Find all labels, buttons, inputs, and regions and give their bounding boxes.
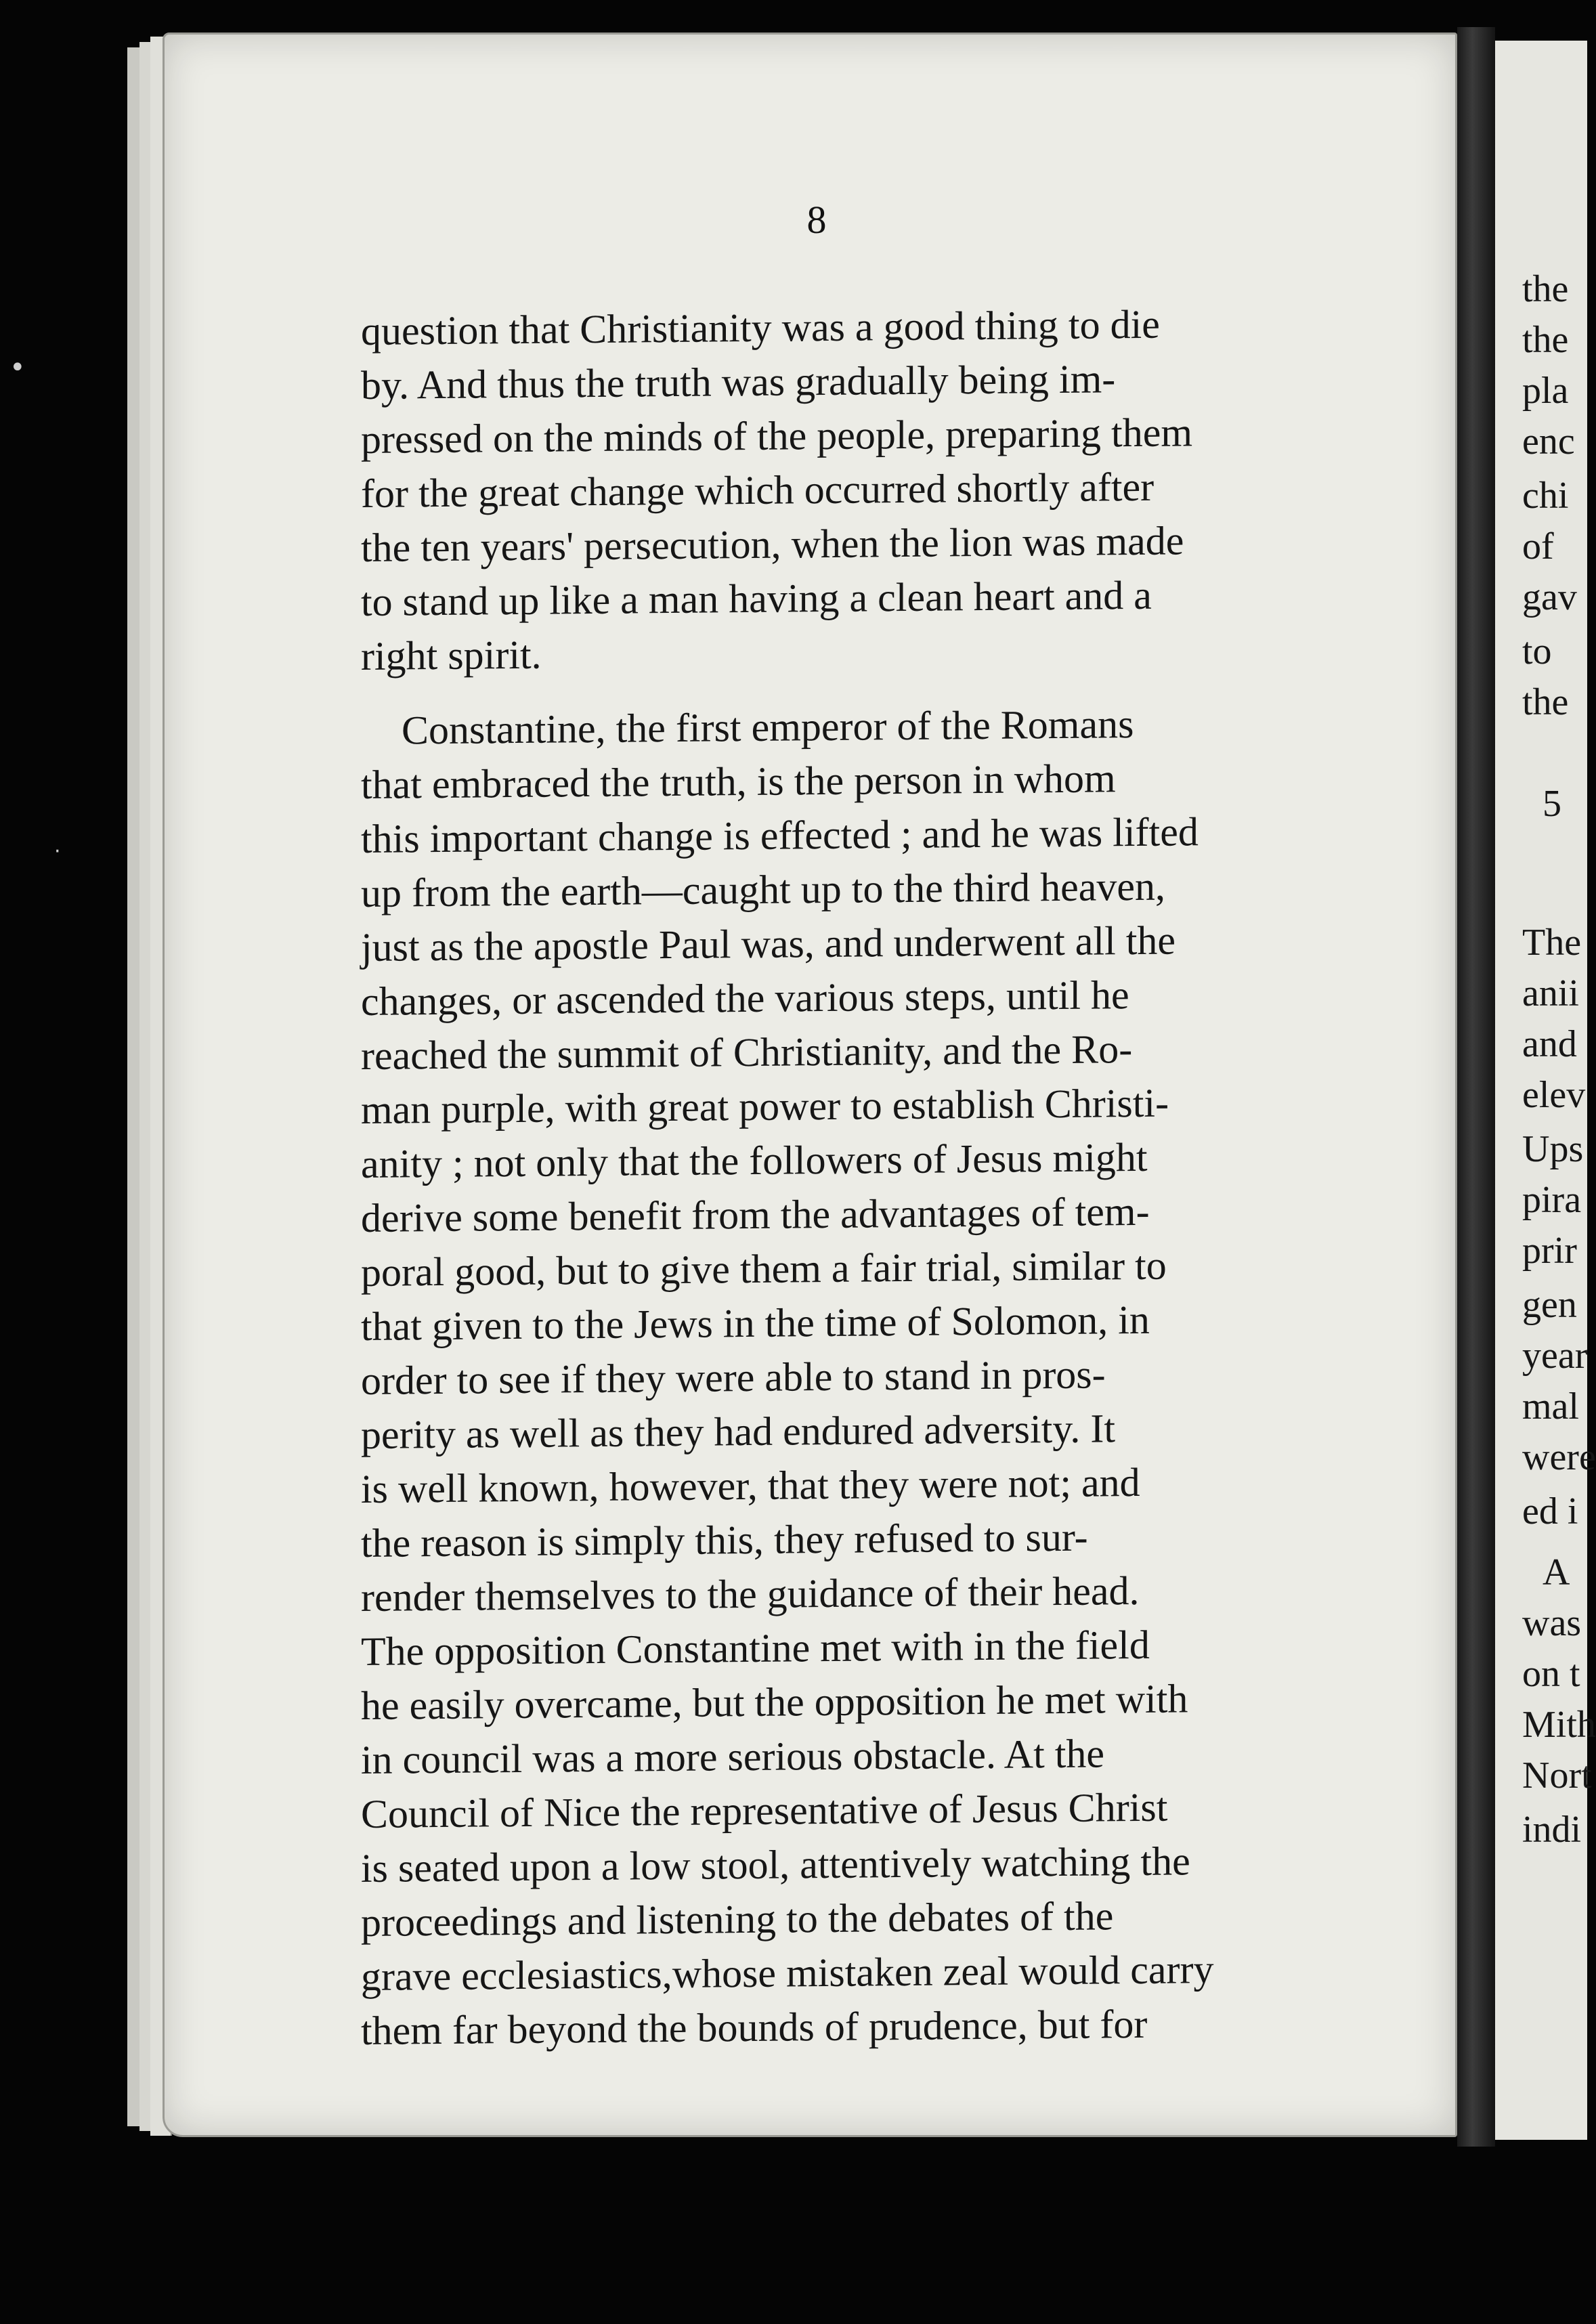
- facing-page-word-fragment: 5: [1543, 783, 1561, 825]
- body-text: [361, 294, 1526, 2058]
- facing-page-word-fragment: Mith: [1522, 1704, 1596, 1746]
- text-line: grave ecclesiastics,whose mistaken zeal would carry: [361, 1947, 1214, 1999]
- text-line: man purple, with great power to establish Christi-: [361, 1080, 1169, 1132]
- facing-page-word-fragment: the: [1522, 268, 1569, 310]
- facing-page-word-fragment: mal: [1522, 1385, 1579, 1427]
- facing-page-word-fragment: to: [1522, 630, 1552, 672]
- text-line: derive some benefit from the advantages of tem-: [361, 1188, 1150, 1241]
- left-page: [163, 33, 1457, 2137]
- text-line: reached the summit of Christianity, and the Ro-: [361, 1027, 1133, 1078]
- text-line: for the great change which occurred shortly after: [361, 464, 1155, 516]
- text-line: them far beyond the bounds of prudence, but for: [361, 2001, 1148, 2053]
- book-gutter: [1457, 27, 1495, 2147]
- scan-speck: •: [9, 352, 26, 383]
- facing-page-fragment: [1495, 41, 1596, 2140]
- text-line: that embraced the truth, is the person in whom: [361, 756, 1116, 807]
- text-line: the ten years' persecution, when the lion was made: [361, 518, 1184, 570]
- facing-page-word-fragment: on t: [1522, 1653, 1580, 1695]
- facing-page-word-fragment: of: [1522, 525, 1554, 567]
- facing-page-word-fragment: Ups: [1522, 1128, 1584, 1170]
- facing-page-word-fragment: year: [1522, 1335, 1588, 1377]
- text-line: by. And thus the truth was gradually being im-: [361, 356, 1116, 408]
- text-line: he easily overcame, but the opposition he met with: [361, 1676, 1188, 1728]
- facing-page-word-fragment: prir: [1522, 1230, 1577, 1272]
- facing-page-word-fragment: gen: [1522, 1284, 1577, 1326]
- facing-page-word-fragment: elev: [1522, 1074, 1586, 1116]
- text-line: up from the earth—caught up to the third heaven,: [361, 863, 1165, 916]
- facing-page-word-fragment: ed i: [1522, 1490, 1578, 1532]
- text-line: Constantine, the first emperor of the Romans: [402, 702, 1134, 753]
- text-line: right spirit.: [361, 632, 542, 679]
- text-line: is well known, however, that they were not; and: [361, 1459, 1140, 1511]
- text-line: poral good, but to give them a fair trial, similar to: [361, 1243, 1167, 1295]
- text-line: perity as well as they had endured adversity. It: [361, 1406, 1116, 1457]
- facing-page-word-fragment: pira: [1522, 1179, 1582, 1221]
- facing-page-word-fragment: The: [1522, 922, 1582, 964]
- facing-page-word-fragment: gav: [1522, 576, 1577, 618]
- text-line: in council was a more serious obstacle. At the: [361, 1731, 1105, 1782]
- text-line: pressed on the minds of the people, preparing them: [361, 410, 1193, 462]
- facing-page-word-fragment: chi: [1522, 475, 1569, 517]
- text-line: is seated upon a low stool, attentively watching the: [361, 1838, 1190, 1891]
- text-line: question that Christianity was a good thing to die: [361, 301, 1160, 353]
- facing-page-word-fragment: anii: [1522, 972, 1579, 1014]
- facing-page-word-fragment: was: [1522, 1602, 1582, 1644]
- facing-page-word-fragment: indi: [1522, 1809, 1582, 1851]
- text-line: just as the apostle Paul was, and underwent all the: [361, 918, 1176, 970]
- facing-page-word-fragment: enc: [1522, 421, 1575, 462]
- facing-page-word-fragment: and: [1522, 1023, 1577, 1065]
- facing-page-word-fragment: the: [1522, 319, 1569, 361]
- text-line: anity ; not only that the followers of Jesus might: [361, 1134, 1148, 1186]
- facing-page-word-fragment: A: [1543, 1551, 1570, 1593]
- text-line: that given to the Jews in the time of Solomon, in: [361, 1297, 1150, 1349]
- facing-page-word-fragment: Nort: [1522, 1755, 1592, 1796]
- text-line: proceedings and listening to the debates of the: [361, 1893, 1114, 1945]
- facing-page-word-fragment: the: [1522, 681, 1569, 723]
- text-line: The opposition Constantine met with in the field: [361, 1622, 1150, 1674]
- text-line: order to see if they were able to stand in pros-: [361, 1352, 1106, 1403]
- facing-page-word-fragment: pla: [1522, 370, 1569, 412]
- text-line: to stand up like a man having a clean heart and a: [361, 572, 1152, 624]
- text-line: Council of Nice the representative of Jesus Christ: [361, 1784, 1168, 1836]
- text-line: the reason is simply this, they refused to sur-: [361, 1514, 1088, 1566]
- scan-speck: ·: [54, 840, 61, 863]
- text-line: this important change is effected ; and he was lifted: [361, 809, 1199, 861]
- page-number: 8: [806, 198, 827, 242]
- text-line: render themselves to the guidance of their head.: [361, 1568, 1140, 1620]
- text-line: changes, or ascended the various steps, until he: [361, 972, 1129, 1024]
- facing-page-word-fragment: were: [1522, 1436, 1596, 1478]
